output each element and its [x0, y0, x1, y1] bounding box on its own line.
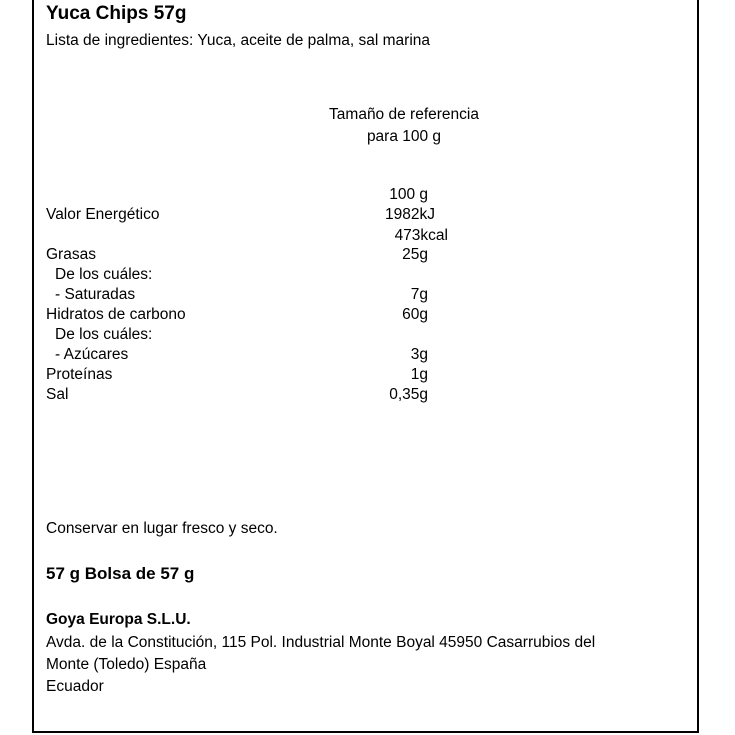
nutrient-value-protein: 1g	[410, 366, 428, 383]
nutrient-sublabel-of-which-carbs: De los cuáles:	[55, 326, 153, 343]
reference-size-line1: Tamaño de referencia	[329, 106, 479, 123]
nutrient-value-carbohydrates: 60g	[402, 306, 428, 323]
nutrient-value-energy-kcal: 473kcal	[394, 227, 448, 244]
nutrient-label-fat: Grasas	[46, 246, 96, 263]
company-address-line2: Monte (Toledo) España	[46, 656, 207, 673]
nutrient-label-energy: Valor Energético	[46, 206, 160, 223]
country-of-origin: Ecuador	[46, 678, 104, 695]
nutrition-column-header: 100 g	[389, 186, 428, 203]
company-name: Goya Europa S.L.U.	[46, 611, 191, 628]
nutrient-label-saturated: - Saturadas	[55, 286, 136, 303]
nutrient-value-energy-kj: 1982kJ	[385, 206, 435, 223]
nutrient-sublabel-of-which-fat: De los cuáles:	[55, 266, 153, 283]
nutrient-label-salt: Sal	[46, 386, 69, 403]
product-title: Yuca Chips 57g	[46, 3, 187, 24]
package-size: 57 g Bolsa de 57 g	[46, 564, 195, 583]
nutrient-value-fat: 25g	[402, 246, 428, 263]
nutrient-value-saturated: 7g	[410, 286, 428, 303]
nutrient-label-sugars: - Azúcares	[55, 346, 129, 363]
nutrient-label-protein: Proteínas	[46, 366, 113, 383]
nutrient-label-carbohydrates: Hidratos de carbono	[46, 306, 186, 323]
storage-instructions: Conservar en lugar fresco y seco.	[46, 520, 278, 537]
nutrient-value-salt: 0,35g	[389, 386, 428, 403]
company-address-line1: Avda. de la Constitución, 115 Pol. Industrial Monte Boyal 45950 Casarrubios del	[46, 634, 596, 651]
nutrient-value-sugars: 3g	[410, 346, 428, 363]
ingredients-list: Lista de ingredientes: Yuca, aceite de palma, sal marina	[46, 32, 431, 49]
reference-size-line2: para 100 g	[366, 128, 442, 145]
